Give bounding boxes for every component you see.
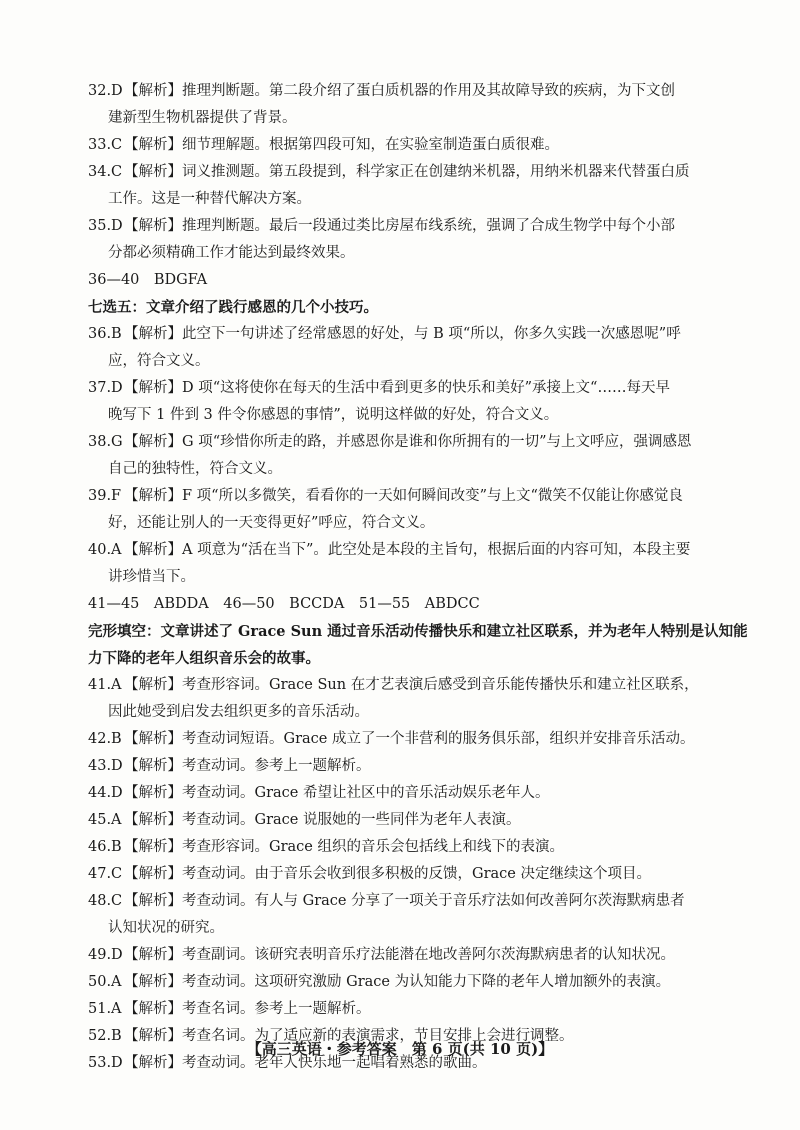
answer-entry: [88, 672, 748, 726]
explanation-continuation: 晚写下 1 件到 3 件令你感恩的事情”，说明这样做的好处，符合文义。: [108, 407, 559, 423]
answer-list: [88, 78, 748, 1077]
answer-range: 41—45: [88, 596, 140, 612]
question-number: 51.A: [88, 1001, 122, 1017]
explanation-continuation: 认知状况的研究。: [108, 920, 224, 936]
explanation-text: 【解析】考查动词。由于音乐会收到很多积极的反馈，Grace 决定继续这个项目。: [124, 866, 651, 882]
explanation-continuation: 自己的独特性，符合文义。: [108, 461, 282, 477]
explanation-text: 【解析】考查动词。有人与 Grace 分享了一项关于音乐疗法如何改善阿尔茨海默病患者: [124, 893, 685, 909]
explanation-text: 【解析】此空下一句讲述了经常感恩的好处，与 B 项“所以，你多久实践一次感恩呢”呼: [124, 326, 681, 342]
answer-entry: [88, 969, 748, 996]
answer-entry: [88, 537, 748, 591]
question-number: 35.D: [88, 218, 123, 234]
question-number: 46.B: [88, 839, 122, 855]
answer-letters: ABDDA 46—50 BCCDA 51—55 ABDCC: [153, 596, 480, 612]
answer-entry: [88, 429, 748, 483]
answer-letters: BDGFA: [153, 272, 208, 288]
question-number: 36.B: [88, 326, 122, 342]
explanation-continuation: 工作。这是一种替代解决方案。: [108, 191, 311, 207]
answer-entry: [88, 888, 748, 942]
explanation-text: 【解析】考查动词短语。Grace 成立了一个非营利的服务俱乐部，组织并安排音乐活动。: [124, 731, 695, 747]
question-number: 49.D: [88, 947, 123, 963]
question-number: 40.A: [88, 542, 122, 558]
answer-entry: [88, 861, 748, 888]
answer-entry: [88, 834, 748, 861]
explanation-text: 【解析】词义推测题。第五段提到，科学家正在创建纳米机器，用纳米机器来代替蛋白质: [124, 164, 690, 180]
question-number: 53.D: [88, 1055, 123, 1071]
explanation-continuation: 分都必须精确工作才能达到最终效果。: [108, 245, 355, 261]
answer-range: 36—40: [88, 272, 140, 288]
question-number: 39.F: [88, 488, 122, 504]
question-number: 52.B: [88, 1028, 122, 1044]
answer-entry: [88, 780, 748, 807]
explanation-text: 【解析】考查形容词。Grace Sun 在才艺表演后感受到音乐能传播快乐和建立社区联系，: [124, 677, 699, 693]
answer-entry: [88, 726, 748, 753]
explanation-text: 【解析】D 项“这将使你在每天的生活中看到更多的快乐和美好”承接上文“……每天早: [124, 380, 670, 396]
answer-summary-line: [88, 267, 748, 294]
explanation-text: 【解析】考查形容词。Grace 组织的音乐会包括线上和线下的表演。: [124, 839, 564, 855]
answer-entry: [88, 753, 748, 780]
explanation-text: 【解析】考查名词。为了适应新的表演需求，节目安排上会进行调整。: [124, 1028, 574, 1044]
explanation-text: 【解析】推理判断题。第二段介绍了蛋白质机器的作用及其故障导致的疾病，为下文创: [124, 83, 675, 99]
question-number: 34.C: [88, 164, 123, 180]
explanation-continuation: 讲珍惜当下。: [108, 569, 195, 585]
question-number: 48.C: [88, 893, 123, 909]
answer-entry: [88, 942, 748, 969]
answer-entry: [88, 483, 748, 537]
answer-entry: [88, 321, 748, 375]
explanation-text: 【解析】考查动词。Grace 说服她的一些同伴为老年人表演。: [124, 812, 521, 828]
question-number: 32.D: [88, 83, 123, 99]
explanation-text: 【解析】考查动词。Grace 希望让社区中的音乐活动娱乐老年人。: [124, 785, 550, 801]
question-number: 41.A: [88, 677, 122, 693]
question-number: 43.D: [88, 758, 123, 774]
section-heading: 完形填空：文章讲述了 Grace Sun 通过音乐活动传播快乐和建立社区联系，并为老年人特别是认知能力下降的老年人组织音乐会的故事。: [88, 623, 748, 667]
explanation-text: 【解析】考查动词。参考上一题解析。: [124, 758, 371, 774]
explanation-text: 【解析】考查副词。该研究表明音乐疗法能潜在地改善阿尔茨海默病患者的认知状况。: [124, 947, 675, 963]
page-footer: 【高三英语・参考答案 第 6 页(共 10 页)】: [246, 1040, 554, 1058]
question-number: 38.G: [88, 434, 123, 450]
question-number: 50.A: [88, 974, 122, 990]
explanation-text: 【解析】细节理解题。根据第四段可知，在实验室制造蛋白质很难。: [124, 137, 559, 153]
explanation-text: 【解析】推理判断题。最后一段通过类比房屋布线系统，强调了合成生物学中每个小部: [124, 218, 675, 234]
explanation-text: 【解析】F 项“所以多微笑，看看你的一天如何瞬间改变”与上文“微笑不仅能让你感觉良: [124, 488, 683, 504]
question-number: 45.A: [88, 812, 122, 828]
answer-entry: [88, 375, 748, 429]
question-number: 44.D: [88, 785, 123, 801]
explanation-continuation: 好，还能让别人的一天变得更好”呼应，符合文义。: [108, 515, 435, 531]
question-number: 37.D: [88, 380, 123, 396]
explanation-text: 【解析】考查动词。这项研究激励 Grace 为认知能力下降的老年人增加额外的表演。: [124, 974, 671, 990]
question-number: 33.C: [88, 137, 123, 153]
explanation-text: 【解析】G 项“珍惜你所走的路，并感恩你是谁和你所拥有的一切”与上文呼应，强调感恩: [124, 434, 692, 450]
answer-entry: [88, 807, 748, 834]
question-number: 42.B: [88, 731, 122, 747]
explanation-continuation: 应，符合文义。: [108, 353, 210, 369]
explanation-text: 【解析】考查名词。参考上一题解析。: [124, 1001, 371, 1017]
answer-entry: [88, 159, 748, 213]
answer-entry: [88, 213, 748, 267]
answer-entry: [88, 132, 748, 159]
explanation-text: 【解析】A 项意为“活在当下”。此空处是本段的主旨句，根据后面的内容可知，本段主要: [124, 542, 691, 558]
answer-entry: [88, 996, 748, 1023]
answer-summary-line: [88, 591, 748, 618]
explanation-continuation: 建新型生物机器提供了背景。: [108, 110, 297, 126]
question-number: 47.C: [88, 866, 123, 882]
explanation-continuation: 因此她受到启发去组织更多的音乐活动。: [108, 704, 369, 720]
section-heading: 七选五：文章介绍了践行感恩的几个小技巧。: [88, 299, 378, 316]
answer-entry: [88, 78, 748, 132]
explanation-text: 【解析】考查动词。老年人快乐地一起唱着熟悉的歌曲。: [124, 1055, 487, 1071]
